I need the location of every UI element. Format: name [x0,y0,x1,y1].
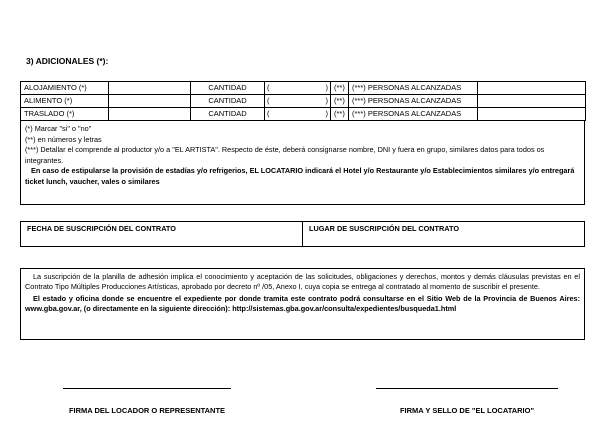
signature-caption-right: FIRMA Y SELLO DE "EL LOCATARIO" [399,406,535,415]
table-row [21,95,586,108]
personas-field[interactable] [478,108,586,121]
note-detalle: (***) Detallar el comprende al productor y/o a "EL ARTISTA". Respecto de éste, deberá consignarse nombre, DNI y fuera en grupo, similares datos para todos os integrantes. [25,145,545,165]
notes-box [20,121,585,205]
table-row [21,108,586,121]
cantidad-field[interactable]: ( ) [265,82,331,95]
note-numeros: (**) en números y letras [25,134,102,144]
personas-label: (***) PERSONAS ALCANZADAS [349,82,478,95]
personas-label: (***) PERSONAS ALCANZADAS [349,108,478,121]
cantidad-label: CANTIDAD [191,82,265,95]
lugar-suscripcion-field[interactable]: LUGAR DE SUSCRIPCIÓN DEL CONTRATO [302,222,584,246]
personas-label: (***) PERSONAS ALCANZADAS [349,95,478,108]
empty-cell[interactable] [109,95,191,108]
note-estadias: En caso de estipularse la provisión de estadías y/o refrigerios, EL LOCATARIO indicará el Hotel y/o Restaurante y/o Establecimientos similares y/o entregará ticket lunch, vaucher, vales o similares [25,166,575,186]
row-label: ALOJAMIENTO (*) [21,82,109,95]
stars-note: (**) [331,82,349,95]
personas-field[interactable] [478,82,586,95]
cantidad-field[interactable]: ( ) [265,95,331,108]
adicionales-table [20,81,586,121]
stars-note: (**) [331,108,349,121]
legal-expediente-text: El estado y oficina donde se encuentre el expediente por donde tramita este contrato podrá consultarse en el Sitio Web de la Provincia de Buenos Aires: www.gba.gov.ar, (o directamente en la siguiente dirección): http://sistemas.gba.gov.ar/consulta/expedientes/busqueda1.html [25,294,580,313]
subscription-box [20,221,585,247]
signature-line-left [63,388,231,389]
table-row [21,82,586,95]
cantidad-field[interactable]: ( ) [265,108,331,121]
note-si-no: (*) Marcar "si" o "no" [25,124,92,133]
legal-box [20,268,585,340]
section-title: 3) ADICIONALES (*): [26,56,109,66]
cantidad-label: CANTIDAD [191,95,265,108]
row-label: ALIMENTO (*) [21,95,109,108]
empty-cell[interactable] [109,82,191,95]
fecha-suscripcion-field[interactable]: FECHA DE SUSCRIPCIÓN DEL CONTRATO [27,224,176,233]
row-label: TRASLADO (*) [21,108,109,121]
signature-caption-left: FIRMA DEL LOCADOR O REPRESENTANTE [68,406,226,415]
signature-line-right [376,388,558,389]
stars-note: (**) [331,95,349,108]
personas-field[interactable] [478,95,586,108]
cantidad-label: CANTIDAD [191,108,265,121]
legal-adhesion-text: La suscripción de la planilla de adhesión implica el conocimiento y aceptación de las solicitudes, obligaciones y derechos, montos y demás cláusulas previstas en el Contrato Tipo Múltiples Producciones Artísticas, aprobado por decreto nº /05, Anexo I, cuya copia se entrega al contratado al momento de suscribir el presente. [25,272,580,291]
empty-cell[interactable] [109,108,191,121]
